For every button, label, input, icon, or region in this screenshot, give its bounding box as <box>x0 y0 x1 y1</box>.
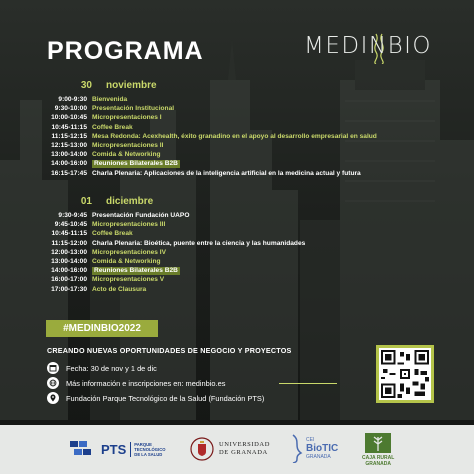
schedule-session: Micropresentaciones IV <box>92 248 167 256</box>
info-more <box>47 377 347 389</box>
cei-helix-icon <box>290 433 304 463</box>
caja-rural-name <box>362 455 394 467</box>
cei-label: CEI <box>306 436 315 443</box>
schedule-row <box>20 133 377 141</box>
schedule-row <box>20 114 162 122</box>
info-place <box>47 392 264 404</box>
schedule-row <box>20 249 166 257</box>
schedule-row <box>20 286 146 294</box>
schedule-time: 10:45-11:15 <box>51 123 87 131</box>
ugr-logo <box>190 437 270 461</box>
schedule-row <box>20 124 133 132</box>
pts-sub-line-3: DE LA SALUD <box>134 451 163 457</box>
pts-mark-icon <box>70 439 98 459</box>
pts-logo <box>70 439 165 459</box>
schedule-time: 9:30-9:45 <box>58 212 87 219</box>
day-number: 30 <box>80 80 92 91</box>
schedule-session: Comida & Networking <box>92 151 161 159</box>
sponsor-footer <box>0 425 474 474</box>
brand-name: MEDINBIO <box>304 33 433 59</box>
schedule-time: 11:15-12:00 <box>51 239 87 247</box>
schedule-session: Charla Plenaria: Aplicaciones de la inteligencia artificial en la medicina actual y futura <box>92 169 361 177</box>
calendar-icon <box>47 362 59 374</box>
schedule-row <box>20 258 161 266</box>
schedule-session: Micropresentaciones II <box>92 142 164 149</box>
rural-line-2: GRANADA <box>365 461 391 467</box>
pts-subtitle <box>130 442 165 457</box>
caja-rural-logo <box>362 431 394 467</box>
schedule-session: Micropresentaciones V <box>92 276 165 284</box>
schedule-row <box>20 151 161 159</box>
schedule-time: 9:30-10:00 <box>54 105 87 113</box>
schedule-time: 9:00-9:30 <box>58 96 87 103</box>
rural-line-1: CAJA RURAL <box>362 455 395 461</box>
schedule-session: Micropresentaciones III <box>92 221 166 229</box>
day-month: noviembre <box>106 80 157 91</box>
schedule-row <box>20 240 305 248</box>
schedule-session: Presentación Institucional <box>92 105 175 113</box>
ugr-line-2: DE GRANADA <box>219 449 268 456</box>
schedule-time: 14:00-16:00 <box>51 267 87 275</box>
schedule-row <box>20 230 133 238</box>
schedule-row <box>20 276 164 284</box>
schedule-time: 17:00-17:30 <box>51 285 87 293</box>
schedule-session: Acto de Clausura <box>92 285 147 293</box>
schedule-session: Coffee Break <box>92 230 133 238</box>
info-date <box>47 362 157 374</box>
schedule-time: 10:00-10:45 <box>51 114 87 122</box>
schedule-row <box>20 96 127 104</box>
day-month: diciembre <box>106 196 154 207</box>
schedule-time: 13:00-14:00 <box>51 258 87 265</box>
schedule-time: 12:15-13:00 <box>51 142 87 149</box>
qr-code-icon <box>379 348 431 400</box>
divider-line <box>279 383 337 384</box>
biotic-label: BioTIC <box>306 442 339 454</box>
cei-city-label: GRANADA <box>306 453 331 460</box>
schedule-session: Bienvenida <box>92 96 128 103</box>
day-heading-1 <box>61 80 157 91</box>
schedule-row <box>20 170 361 178</box>
schedule-time: 13:00-14:00 <box>51 151 87 159</box>
pts-word: PTS <box>101 441 127 457</box>
schedule-time: 12:00-13:00 <box>51 248 87 256</box>
pts-sub-line-2: TECNOLÓGICO <box>134 446 166 452</box>
schedule-time: 11:15-12:15 <box>51 132 87 140</box>
schedule-row <box>20 160 180 168</box>
schedule-time: 10:45-11:15 <box>51 230 87 238</box>
date-text: Fecha: 30 de nov y 1 de dic <box>66 363 157 373</box>
schedule-session: Micropresentaciones I <box>92 114 162 122</box>
cei-biotic-logo <box>290 433 338 463</box>
schedule-time: 16:15-17:45 <box>51 169 87 177</box>
ugr-name <box>219 441 270 457</box>
place-text: Fundación Parque Tecnológico de la Salud (Fundación PTS) <box>66 393 265 403</box>
wheat-icon <box>363 431 393 455</box>
schedule-row <box>20 221 165 229</box>
ugr-line-1: UNIVERSIDAD <box>219 441 271 448</box>
page-title: PROGRAMA <box>47 37 204 65</box>
schedule-session: Reuniones Bilaterales B2B <box>94 160 178 168</box>
schedule-time: 14:00-16:00 <box>51 160 87 168</box>
schedule-row <box>20 267 180 275</box>
schedule-row <box>20 142 163 150</box>
schedule-session: Presentación Fundación UAPO <box>92 212 190 219</box>
schedule-time: 16:00-17:00 <box>51 276 87 284</box>
day-number: 01 <box>80 196 92 207</box>
university-crest-icon <box>190 437 214 461</box>
day-heading-2 <box>61 196 153 207</box>
globe-icon <box>47 377 59 389</box>
schedule-session: Comida & Networking <box>92 258 161 265</box>
schedule-session: Charla Plenaria: Bioética, puente entre la ciencia y las humanidades <box>92 239 306 247</box>
location-pin-icon <box>47 392 59 404</box>
tagline: CREANDO NUEVAS OPORTUNIDADES DE NEGOCIO Y PROYECTOS <box>47 346 292 355</box>
schedule-row <box>20 105 174 113</box>
pts-sub-line-1: PARQUE <box>134 441 152 447</box>
schedule-row <box>20 212 189 220</box>
schedule-session: Coffee Break <box>92 123 133 131</box>
schedule-time: 9:45-10:45 <box>54 221 87 229</box>
schedule-session: Mesa Redonda: Acexhealth, éxito granadino en el apoyo al desarrollo empresarial en salud <box>92 132 377 140</box>
hashtag-badge: #MEDINBIO2022 <box>46 320 158 337</box>
website-link[interactable]: Más información e inscripciones en: medinbio.es <box>66 378 226 388</box>
schedule-session: Reuniones Bilaterales B2B <box>94 267 178 275</box>
qr-code[interactable] <box>376 345 434 403</box>
